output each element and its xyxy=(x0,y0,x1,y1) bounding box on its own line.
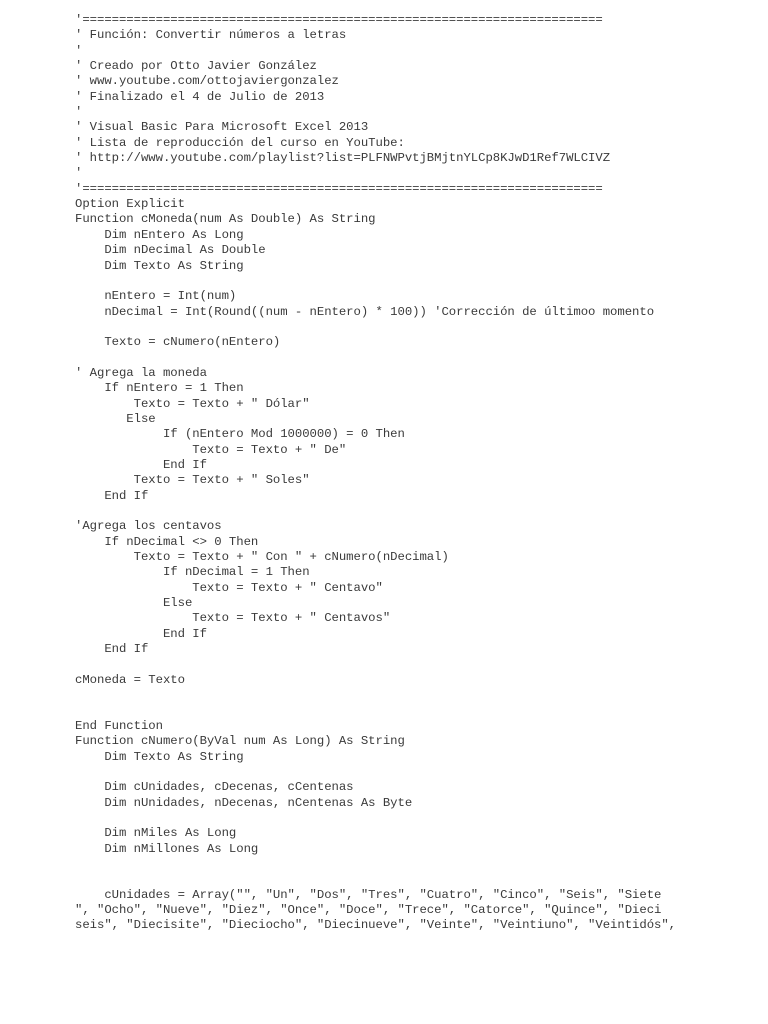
code-line: Function cMoneda(num As Double) As String xyxy=(75,212,376,227)
code-line: Dim Texto As String xyxy=(75,258,244,273)
code-line xyxy=(75,811,676,826)
code-line: ' Agrega la moneda xyxy=(75,365,207,380)
code-line: ' Función: Convertir números a letras xyxy=(75,28,347,43)
code-line: Texto = Texto + " Centavo" xyxy=(75,580,383,595)
code-listing xyxy=(75,13,676,934)
code-line: ' www.youtube.com/ottojaviergonzalez xyxy=(75,74,339,89)
code-line: Texto = Texto + " De" xyxy=(75,442,347,457)
code-line: Dim nUnidades, nDecenas, nCentenas As Byte xyxy=(75,795,413,810)
code-line: seis", "Diecisite", "Dieciocho", "Diecinueve", "Veinte", "Veintiuno", "Veintidós", xyxy=(75,918,677,933)
code-line: ' http://www.youtube.com/playlist?list=PLFNWPvtjBMjtnYLCp8KJwD1Ref7WLCIVZ xyxy=(75,151,611,166)
code-line: Dim nEntero As Long xyxy=(75,227,244,242)
code-line: If nDecimal <> 0 Then xyxy=(75,534,259,549)
code-line xyxy=(75,504,676,519)
code-line: Texto = Texto + " Con " + cNumero(nDecimal) xyxy=(75,550,449,565)
code-line xyxy=(75,857,676,872)
code-line xyxy=(75,320,676,335)
code-line: Option Explicit xyxy=(75,197,185,212)
code-line: cUnidades = Array("", "Un", "Dos", "Tres", "Cuatro", "Cinco", "Seis", "Siete xyxy=(75,887,662,902)
code-line: Texto = Texto + " Centavos" xyxy=(75,611,391,626)
code-line: ' xyxy=(75,166,83,181)
code-line: '======================================================================= xyxy=(75,181,603,196)
code-line: Dim nMillones As Long xyxy=(75,841,259,856)
code-line: ", "Ocho", "Nueve", "Diez", "Once", "Doce", "Trece", "Catorce", "Quince", "Dieci xyxy=(75,902,662,917)
code-line: 'Agrega los centavos xyxy=(75,519,222,534)
code-line xyxy=(75,688,676,703)
code-line xyxy=(75,657,676,672)
code-line: Else xyxy=(75,411,156,426)
code-line: End If xyxy=(75,488,149,503)
code-line: If nDecimal = 1 Then xyxy=(75,565,310,580)
code-line: Dim Texto As String xyxy=(75,749,244,764)
code-line: Texto = Texto + " Dólar" xyxy=(75,396,310,411)
code-line: If (nEntero Mod 1000000) = 0 Then xyxy=(75,427,405,442)
code-line: ' Creado por Otto Javier González xyxy=(75,59,317,74)
code-line: ' xyxy=(75,43,83,58)
code-line xyxy=(75,703,676,718)
code-line: ' xyxy=(75,105,83,120)
code-line: End If xyxy=(75,642,149,657)
code-line: cMoneda = Texto xyxy=(75,672,185,687)
code-line: If nEntero = 1 Then xyxy=(75,381,244,396)
code-line: Dim nMiles As Long xyxy=(75,826,237,841)
code-line: Else xyxy=(75,596,193,611)
code-line: End If xyxy=(75,626,207,641)
code-line: nEntero = Int(num) xyxy=(75,289,237,304)
code-line xyxy=(75,351,676,366)
code-line: Dim cUnidades, cDecenas, cCentenas xyxy=(75,780,354,795)
code-line: Texto = Texto + " Soles" xyxy=(75,473,310,488)
code-line xyxy=(75,872,676,887)
code-line: End Function xyxy=(75,718,163,733)
code-line: Dim nDecimal As Double xyxy=(75,243,266,258)
code-line: nDecimal = Int(Round((num - nEntero) * 100)) 'Corrección de últimoo momento xyxy=(75,304,655,319)
code-line: ' Finalizado el 4 de Julio de 2013 xyxy=(75,89,325,104)
code-line: Texto = cNumero(nEntero) xyxy=(75,335,281,350)
code-line: ' Lista de reproducción del curso en YouTube: xyxy=(75,135,405,150)
code-line: End If xyxy=(75,457,207,472)
code-line: ' Visual Basic Para Microsoft Excel 2013 xyxy=(75,120,369,135)
code-line: '======================================================================= xyxy=(75,13,603,27)
code-line: Function cNumero(ByVal num As Long) As String xyxy=(75,734,405,749)
code-line xyxy=(75,765,676,780)
code-line xyxy=(75,274,676,289)
